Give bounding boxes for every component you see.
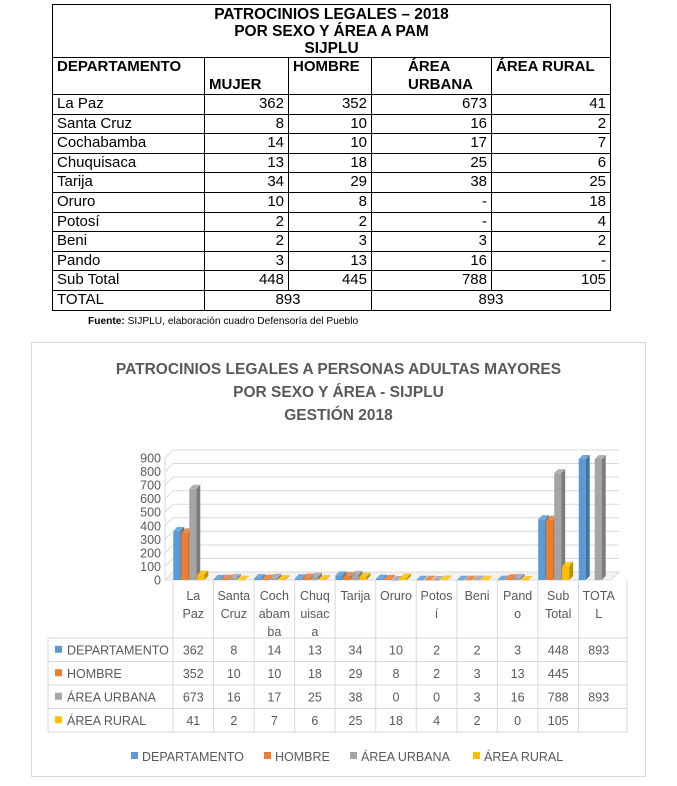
x-category-label: uisac (300, 607, 330, 621)
data-label: 17 (267, 690, 282, 705)
data-label: 2 (473, 713, 481, 728)
data-label: 13 (510, 666, 525, 681)
data-label: 14 (267, 643, 282, 658)
gridline-side (165, 558, 173, 566)
bar--rea-urbana (433, 580, 440, 581)
x-category-label: Paz (182, 607, 205, 621)
row-mujer: 448 (205, 271, 289, 291)
data-label: 10 (389, 643, 403, 658)
bar-hombre (222, 579, 229, 580)
total-label: TOTAL (53, 290, 205, 310)
data-label: 448 (547, 643, 569, 658)
gridline-side (165, 518, 173, 526)
x-category-label: Santa (217, 589, 251, 603)
bar--rea-rural (522, 580, 529, 581)
bar-hombre (262, 579, 269, 580)
x-category-label: L (595, 607, 603, 621)
row-hombre: 10 (289, 114, 372, 134)
x-category-label: Coch (259, 589, 289, 603)
legend-label: HOMBRE (275, 750, 330, 764)
row-hombre: 8 (289, 192, 372, 212)
row-area-urbana: 788 (372, 271, 492, 291)
bar-departamento (295, 578, 302, 580)
data-label: 34 (348, 643, 363, 658)
row-department: Cochabamba (53, 134, 205, 154)
row-department: Santa Cruz (53, 114, 205, 134)
legend-label: ÁREA URBANA (361, 750, 450, 764)
legend-label: ÁREA RURAL (484, 750, 564, 764)
row-hombre: 18 (289, 153, 372, 173)
data-label: 25 (307, 690, 322, 705)
bar-departamento (335, 575, 342, 580)
row-area-rural: 2 (492, 232, 611, 252)
bar--rea-urbana (311, 577, 318, 580)
row-mujer: 14 (205, 134, 289, 154)
row-area-rural: 6 (492, 153, 611, 173)
header-hombre: HOMBRE (289, 58, 372, 95)
data-label: 6 (311, 713, 319, 728)
bar--rea-urbana (230, 578, 237, 580)
x-category-label: a (311, 625, 319, 639)
y-tick-label: 500 (140, 505, 161, 520)
data-label: 2 (473, 643, 481, 658)
row-mujer: 13 (205, 153, 289, 173)
row-area-urbana: - (372, 192, 492, 212)
y-tick-label: 200 (140, 546, 161, 561)
row-hombre: 10 (289, 134, 372, 154)
table-title-line: PATROCINIOS LEGALES – 2018 (214, 6, 449, 23)
data-label: 352 (182, 666, 204, 681)
table-title-line: SIJPLU (304, 40, 359, 57)
row-department: Tarija (53, 173, 205, 193)
header-departamento: DEPARTAMENTO (53, 58, 205, 95)
bar-departamento (579, 459, 586, 580)
bar-departamento (538, 519, 545, 580)
legend-key (55, 646, 62, 653)
x-category-label: ba (267, 625, 282, 639)
row-area-urbana: 16 (372, 114, 492, 134)
legend-swatch (131, 752, 138, 759)
bar--rea-urbana (189, 489, 196, 580)
bar-hombre (506, 578, 513, 580)
row-area-rural: 41 (492, 95, 611, 115)
bar--rea-rural (359, 577, 366, 580)
row-area-urbana: - (372, 212, 492, 232)
bar--rea-rural (197, 574, 204, 580)
legend-key (55, 669, 62, 676)
row-mujer: 34 (205, 173, 289, 193)
row-department: Beni (53, 232, 205, 252)
bar--rea-urbana (351, 575, 358, 580)
x-category-label: Tarija (340, 589, 371, 603)
row-department: Sub Total (53, 271, 205, 291)
bar-departamento (376, 579, 383, 580)
data-label: 13 (307, 643, 322, 658)
data-label: 18 (307, 666, 322, 681)
data-label: 0 (433, 690, 441, 705)
bar--rea-rural (481, 580, 488, 581)
row-department: Pando (53, 251, 205, 271)
data-label: 41 (186, 713, 201, 728)
bar--rea-urbana (514, 578, 521, 580)
y-tick-label: 800 (140, 465, 161, 480)
x-category-label: í (434, 607, 439, 621)
header-area-urbana-line1: ÁREA (408, 58, 451, 75)
data-label: 362 (182, 643, 204, 658)
bar-departamento (498, 580, 505, 581)
row-mujer: 3 (205, 251, 289, 271)
row-area-rural: 105 (492, 271, 611, 291)
row-area-rural: 7 (492, 134, 611, 154)
bar-side (586, 455, 590, 580)
x-category-label: Oruro (380, 589, 412, 603)
data-label: 105 (547, 713, 569, 728)
data-label: 10 (226, 666, 241, 681)
data-label: 445 (547, 666, 569, 681)
x-category-label: Total (544, 607, 572, 621)
legend-key (55, 693, 62, 700)
data-label: 29 (348, 666, 363, 681)
data-label: 4 (433, 713, 441, 728)
x-category-label: o (514, 607, 522, 621)
bar-hombre (465, 580, 472, 581)
data-label: 673 (182, 690, 204, 705)
data-label: 18 (389, 713, 403, 728)
bar-side (602, 455, 606, 580)
x-category-label: La (186, 589, 201, 603)
series-name: HOMBRE (67, 666, 122, 681)
y-tick-label: 0 (154, 573, 161, 588)
row-hombre: 352 (289, 95, 372, 115)
row-department: Chuquisaca (53, 153, 205, 173)
chart-title-line: POR SEXO Y ÁREA - SIJPLU (233, 384, 444, 401)
y-tick-label: 600 (140, 492, 161, 507)
data-label: 8 (392, 666, 400, 681)
y-tick-label: 400 (140, 519, 161, 534)
bar--rea-urbana (595, 459, 602, 580)
data-label: 788 (547, 690, 569, 705)
data-label: 7 (270, 713, 278, 728)
total-sexo: 893 (205, 290, 372, 310)
bar-hombre (343, 576, 350, 580)
gridline-side (165, 477, 173, 485)
bar-departamento (457, 580, 464, 581)
gridline-side (165, 450, 173, 458)
bar-hombre (425, 580, 432, 581)
row-hombre: 29 (289, 173, 372, 193)
data-label: 25 (348, 713, 363, 728)
x-category-label: Sub (547, 589, 570, 603)
bar--rea-urbana (473, 580, 480, 581)
x-category-label: Cruz (220, 607, 248, 621)
row-area-rural: 2 (492, 114, 611, 134)
data-label: 3 (473, 666, 481, 681)
chart-title-line: PATROCINIOS LEGALES A PERSONAS ADULTAS MAYORES (115, 361, 562, 378)
bar--rea-rural (400, 578, 407, 580)
data-label: 0 (392, 690, 400, 705)
series-name: ÁREA URBANA (67, 690, 156, 705)
source-text: SIJPLU, elaboración cuadro Defensoría del Pueblo (124, 316, 359, 327)
y-tick-label: 900 (140, 451, 161, 466)
chart-title-line: GESTIÓN 2018 (284, 407, 393, 424)
x-category-label: Pand (503, 589, 533, 603)
data-label: 893 (588, 643, 610, 658)
y-tick-label: 700 (140, 478, 161, 493)
data-label: 3 (514, 643, 522, 658)
bar--rea-rural (238, 580, 245, 581)
bar-departamento (417, 580, 424, 581)
legend-swatch (264, 752, 271, 759)
data-label: 0 (514, 713, 522, 728)
gridline-side (165, 531, 173, 539)
row-mujer: 2 (205, 212, 289, 232)
row-department: Potosí (53, 212, 205, 232)
row-hombre: 3 (289, 232, 372, 252)
data-label: 3 (473, 690, 481, 705)
bar--rea-urbana (270, 578, 277, 580)
bar--rea-urbana (554, 473, 561, 580)
bar-hombre (384, 579, 391, 580)
data-label: 16 (510, 690, 525, 705)
data-label: 893 (588, 690, 610, 705)
data-label: 8 (230, 643, 238, 658)
bar--rea-urbana (392, 580, 399, 581)
row-area-urbana: 38 (372, 173, 492, 193)
data-label: 38 (348, 690, 363, 705)
gridline-side (165, 504, 173, 512)
row-mujer: 8 (205, 114, 289, 134)
y-tick-label: 100 (140, 559, 161, 574)
x-category-label: abam (258, 607, 291, 621)
bar-hombre (303, 578, 310, 580)
bar--rea-rural (319, 579, 326, 580)
data-label: 2 (230, 713, 238, 728)
gridline-side (165, 545, 173, 553)
row-area-rural: 4 (492, 212, 611, 232)
row-area-rural: - (492, 251, 611, 271)
bar-hombre (181, 532, 188, 580)
row-area-urbana: 17 (372, 134, 492, 154)
bar--rea-rural (562, 566, 569, 580)
x-category-label: TOTA (582, 589, 615, 603)
legend-label: DEPARTAMENTO (142, 750, 244, 764)
bar-side (196, 485, 200, 580)
x-category-label: Chuq (299, 589, 330, 603)
table-title-line: POR SEXO Y ÁREA A PAM (234, 23, 429, 40)
data-label: 16 (226, 690, 241, 705)
data-label: 10 (267, 666, 282, 681)
legend-swatch (473, 752, 480, 759)
row-hombre: 445 (289, 271, 372, 291)
row-department: Oruro (53, 192, 205, 212)
source-label: Fuente: (88, 316, 125, 327)
x-category-label: Potos (420, 589, 453, 603)
series-name: ÁREA RURAL (67, 713, 147, 728)
bar-departamento (214, 579, 221, 580)
series-name: DEPARTAMENTO (67, 643, 169, 658)
row-hombre: 2 (289, 212, 372, 232)
header-area-rural: ÁREA RURAL (492, 58, 611, 95)
row-mujer: 10 (205, 192, 289, 212)
legend-swatch (350, 752, 357, 759)
legend-key (55, 716, 62, 723)
bar--rea-rural (278, 579, 285, 580)
y-tick-label: 300 (140, 532, 161, 547)
row-hombre: 13 (289, 251, 372, 271)
row-area-rural: 18 (492, 192, 611, 212)
row-area-urbana: 16 (372, 251, 492, 271)
row-mujer: 2 (205, 232, 289, 252)
row-area-rural: 25 (492, 173, 611, 193)
bar-departamento (173, 531, 180, 580)
bar--rea-rural (441, 579, 448, 580)
data-label: 2 (433, 643, 441, 658)
row-area-urbana: 673 (372, 95, 492, 115)
x-category-label: Beni (464, 589, 490, 603)
header-mujer: MUJER (205, 58, 289, 95)
total-area: 893 (372, 290, 611, 310)
data-label: 2 (433, 666, 441, 681)
row-area-urbana: 25 (372, 153, 492, 173)
gridline-side (165, 464, 173, 472)
row-department: La Paz (53, 95, 205, 115)
bar-hombre (546, 520, 553, 580)
row-area-urbana: 3 (372, 232, 492, 252)
header-area-urbana-line2: URBANA (408, 76, 473, 93)
row-mujer: 362 (205, 95, 289, 115)
gridline-side (165, 491, 173, 499)
bar-departamento (254, 578, 261, 580)
